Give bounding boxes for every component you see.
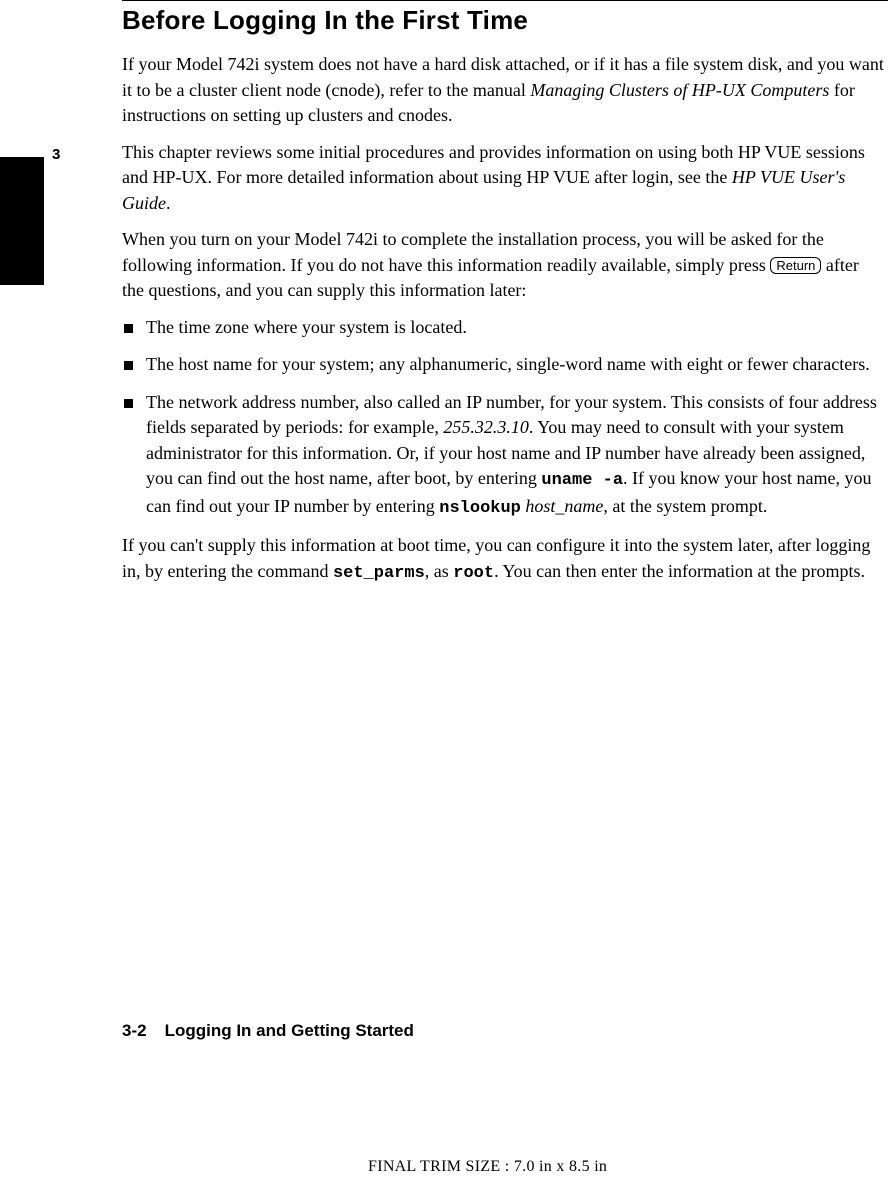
set-parms-command: set_parms [332, 563, 425, 583]
page-number: 3-2 [122, 1021, 147, 1040]
bullet-square-icon [124, 361, 133, 370]
footer-chapter-title: Logging In and Getting Started [164, 1021, 414, 1040]
intro-paragraph-2 [122, 140, 884, 217]
intro-p3-text: When you turn on your Model 742i to complete the installation process, you will be asked for the following information. If you do not have this information readily available, simply press [122, 229, 824, 275]
guide-title: HP VUE User's Guide [122, 167, 846, 213]
list-item-time-zone [122, 315, 884, 341]
intro-p2-text-end: . [166, 192, 171, 213]
intro-paragraph-3 [122, 227, 884, 304]
example-ip-address: 255.32.3.10 [443, 417, 529, 437]
closing-text: , as [424, 560, 454, 581]
intro-p2-text: This chapter reviews some initial procedures and provides information on using both HP VUE sessions and HP-UX. For more detailed information about using HP VUE after login, see the [122, 141, 865, 187]
return-key-cap: Return [770, 257, 821, 274]
intro-p1-text: If your Model 742i system does not have a hard disk attached, or if it has a file system disk, and you want it to be a cluster client node (cnode), refer to the manual [122, 54, 884, 100]
chapter-tab-number: 3 [52, 146, 61, 163]
list-item-host-name [122, 352, 884, 378]
list-item-text: The host name for your system; any alphanumeric, single-word name with eight or fewer characters. [146, 354, 870, 374]
chapter-tab-marker [0, 157, 44, 285]
bullet-square-icon [124, 399, 133, 408]
closing-paragraph [122, 533, 884, 586]
manual-title: Managing Clusters of HP-UX Computers [530, 79, 830, 100]
intro-paragraph-1 [122, 52, 884, 129]
uname-command: uname -a [541, 471, 624, 490]
intro-p1-text-end: for instructions on setting up clusters and cnodes. [122, 79, 855, 125]
list-item-text: . If you know your host name, you can find out your IP number by entering [146, 468, 872, 516]
bullet-square-icon [124, 324, 133, 333]
list-item-text: The network address number, also called an IP number, for your system. This consists of four address fields separated by periods: for example, [146, 391, 877, 437]
list-item-ip-number [122, 390, 884, 522]
required-info-list [122, 315, 884, 522]
closing-text: If you can't supply this information at boot time, you can configure it into the system later, after logging in, by entering the command [122, 535, 871, 581]
intro-p3-text-end: after the questions, and you can supply this information later: [122, 254, 859, 300]
closing-text-end: . You can then enter the information at the prompts. [494, 560, 866, 581]
list-item-text: The time zone where your system is located. [146, 316, 467, 337]
section-heading: Before Logging In the First Time [122, 5, 529, 35]
top-rule [122, 0, 888, 1]
body-text [122, 52, 884, 597]
page-footer [122, 1021, 414, 1041]
host-name-argument: host_name [525, 495, 604, 516]
list-item-text: , at the system prompt. [603, 495, 768, 516]
nslookup-command: nslookup [439, 498, 521, 518]
trim-size-note: FINAL TRIM SIZE : 7.0 in x 8.5 in [368, 1158, 608, 1175]
root-user: root [453, 563, 495, 583]
list-item-text: . You may need to consult with your system administrator for this information. Or, if your host name and IP number have already been assigned, you can find out the host name, after boot, by entering [146, 417, 866, 488]
